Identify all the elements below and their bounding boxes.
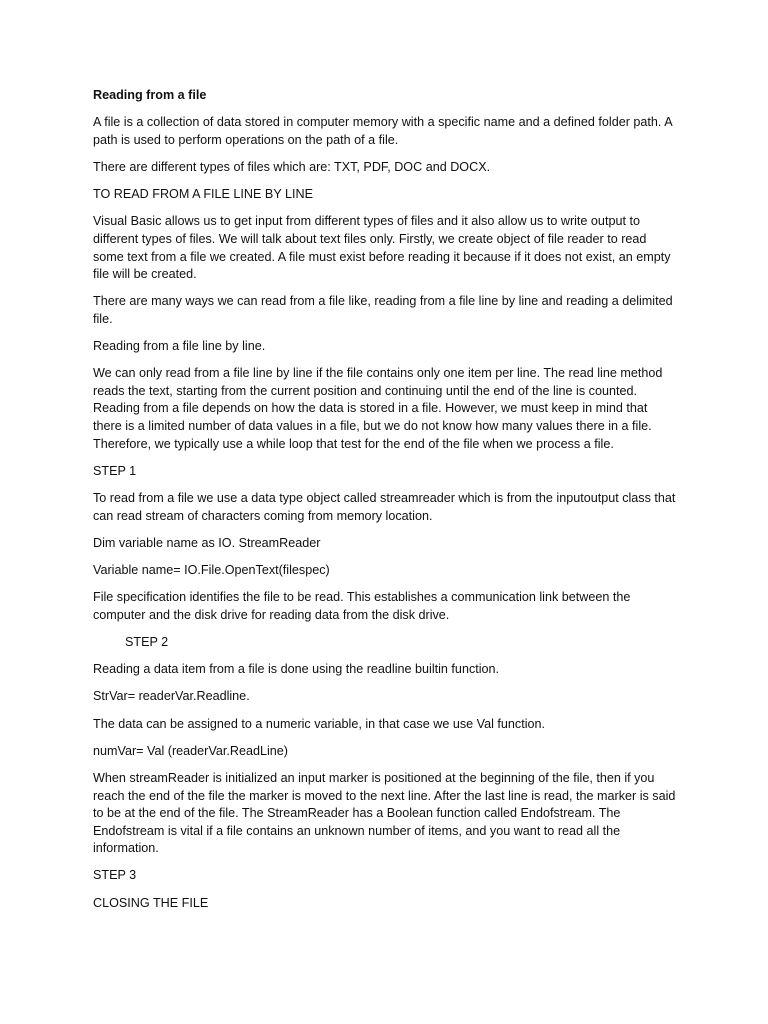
paragraph-read-line-method: We can only read from a file line by line if the file contains only one item per line. The read line method reads the text, starting from the current position and continuing until the end of the line is counted. Reading from a file depends on how the data is stored in a file. However, we must keep in mind that there is a limited number of data values in a file, but we do not know how many values there in a file. Therefore, we typically use a while loop that test for the end of the file when we process a file.: [93, 366, 663, 451]
paragraph-visual-basic-input: Visual Basic allows us to get input from different types of files and it also allow us to write output to different types of files. We will talk about text files only. Firstly, we create object of file reader to read some text from a file we created. A file must exist before reading it because if it does not exist, an empty file will be created.: [93, 214, 671, 282]
code-line-opentext: Variable name= IO.File.OpenText(filespec): [93, 563, 330, 577]
section-heading-read-line-by-line: TO READ FROM A FILE LINE BY LINE: [93, 187, 313, 202]
paragraph-file-definition: A file is a collection of data stored in computer memory with a specific name and a defined folder path. A path is used to perform operations on the path of a file.: [93, 115, 672, 147]
step-2-label: STEP 2: [125, 634, 169, 649]
document-title: Reading from a file: [93, 88, 207, 102]
paragraph-reading-line-by-line: Reading from a file line by line.: [93, 339, 266, 354]
paragraph-streamreader: To read from a file we use a data type object called streamreader which is from the inputoutput class that can read stream of characters coming from memory location.: [93, 491, 676, 523]
step-3-label: STEP 3: [93, 868, 137, 883]
paragraph-file-types: There are different types of files which are: TXT, PDF, DOC and DOCX.: [93, 159, 491, 174]
code-line-numvar: numVar= Val (readerVar.ReadLine): [93, 743, 288, 758]
code-line-dim-streamreader: Dim variable name as IO. StreamReader: [93, 535, 321, 550]
section-heading-closing-file: CLOSING THE FILE: [93, 895, 209, 910]
step-1-label: STEP 1: [93, 463, 137, 478]
paragraph-input-marker: When streamReader is initialized an input marker is positioned at the beginning of the file, then if you reach the end of the file the marker is moved to the next line. After the last line is read, the marker is said to be at the end of the file. The StreamReader has a Boolean function called Endofstream. The Endofstream is vital if a file contains an unknown number of items, and you want to read all the information.: [93, 770, 676, 856]
paragraph-numeric-variable: The data can be assigned to a numeric variable, in that case we use Val function.: [93, 716, 546, 731]
paragraph-readline-function: Reading a data item from a file is done using the readline builtin function.: [93, 662, 500, 677]
paragraph-ways-to-read: There are many ways we can read from a file like, reading from a file line by line and reading a delimited file.: [93, 294, 673, 326]
paragraph-file-specification: File specification identifies the file to be read. This establishes a communication link between the computer and the disk drive for reading data from the disk drive.: [93, 590, 631, 622]
code-line-strvar: StrVar= readerVar.Readline.: [93, 689, 250, 704]
